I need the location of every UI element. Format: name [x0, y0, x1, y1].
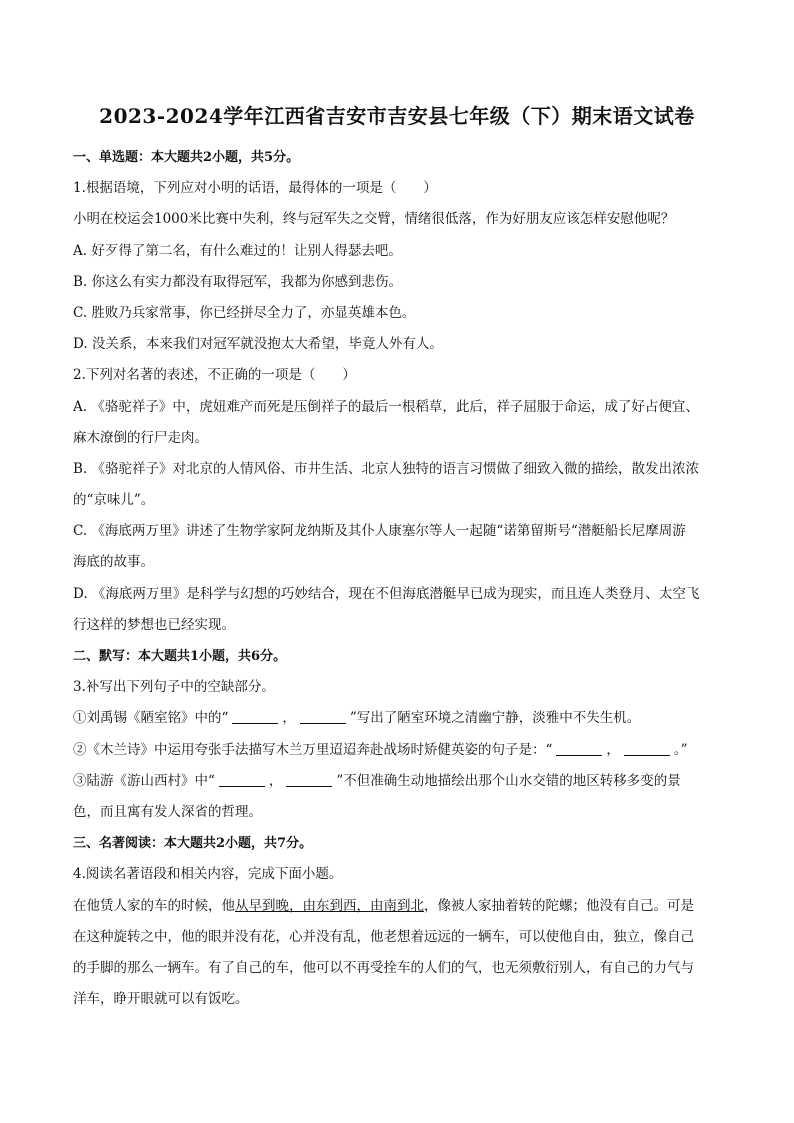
passage-line-4: 洋车，睁开眼就可以有饭吃。: [73, 991, 249, 1008]
q3-item-1-separator: ，: [282, 710, 296, 727]
answer-blank[interactable]: [300, 709, 346, 724]
q1-option-d: D. 没关系，本来我们对冠军就没抱太大希望，毕竟人外有人。: [73, 336, 443, 353]
passage-text: 在他赁人家的车的时候，他: [73, 897, 235, 914]
q3-item-3-separator: ，: [268, 772, 283, 789]
q3-item-1-prefix: ①刘禹锡《陋室铭》中的“: [73, 710, 229, 727]
q2-option-c-line1: C. 《海底两万里》讲述了生物学家阿龙纳斯及其仆人康塞尔等人一起随“诺第留斯号“潜艇船长尼摩周游: [73, 523, 686, 540]
q3-item-3: [73, 766, 733, 797]
q1-context: 小明在校运会1000米比赛中失利，终与冠军失之交臂，情绪很低落，作为好朋友应该怎样安慰他呢？: [73, 211, 675, 228]
q3-item-3-continued: 色，而且寓有发人深省的哲理。: [73, 803, 262, 820]
q3-item-2-prefix: ②《木兰诗》中运用夸张手法描写木兰万里迢迢奔赴战场时矫健英姿的句子是：“: [73, 741, 553, 758]
q3-item-2-suffix: 。”: [673, 741, 688, 758]
section-heading-2: 二、默写：本大题共1小题，共6分。: [73, 649, 287, 664]
q2-stem: 2.下列对名著的表述，不正确的一项是（ ）: [73, 367, 356, 384]
passage-line-2: 在这种旋转之中，他的眼并没有花，心并没有乱，他老想着远远的一辆车，可以使他自由，独立，像自己: [73, 928, 694, 945]
q2-option-d-line1: D. 《海底两万里》是科学与幻想的巧妙结合，现在不但海底潜艇早已成为现实，而且连人类登月、太空飞: [73, 585, 700, 602]
q1-option-a: A. 好歹得了第二名，有什么难过的！让别人得瑟去吧。: [73, 242, 402, 259]
q3-item-1-suffix: ”写出了陋室环境之清幽宁静，淡雅中不失生机。: [349, 710, 641, 727]
q3-item-3-prefix: ③陆游《游山西村》中“: [73, 772, 215, 789]
q3-item-2: [73, 735, 733, 766]
q2-option-a-line1: A. 《骆驼祥子》中，虎妞难产而死是压倒祥子的最后一根稻草，此后，祥子屈服于命运，成了好占便宜、: [73, 398, 699, 415]
answer-blank[interactable]: [556, 741, 602, 756]
section-heading-3: 三、名著阅读：本大题共2小题，共7分。: [73, 836, 313, 852]
q1-option-b: B. 你这么有实力都没有取得冠军，我都为你感到悲伤。: [73, 273, 403, 290]
q2-option-c-line2: 海底的故事。: [73, 554, 154, 571]
q2-option-b-line2: 的“京味儿”。: [73, 492, 155, 509]
section-heading-1: 一、单选题：本大题共2小题，共5分。: [73, 150, 300, 165]
page-title: 2023-2024学年江西省吉安市吉安县七年级（下）期末语文试卷: [99, 104, 695, 128]
answer-blank[interactable]: [624, 741, 670, 756]
answer-blank[interactable]: [286, 772, 332, 787]
passage-line-3: 的手脚的那么一辆车。有了自己的车，他可以不再受拴车的人们的气，也无须敷衍别人，有自己的力气与: [73, 959, 694, 976]
q3-item-1: [73, 703, 733, 734]
q3-item-2-separator: ，: [606, 741, 620, 758]
underlined-phrase: 从早到晚，由东到西，由南到北: [235, 897, 424, 914]
q3-stem: 3.补写出下列句子中的空缺部分。: [73, 679, 275, 696]
answer-blank[interactable]: [232, 709, 278, 724]
answer-blank[interactable]: [219, 772, 265, 787]
q2-option-d-line2: 行这样的梦想也已经实现。: [73, 616, 235, 633]
q1-option-c: C. 胜败乃兵家常事，你已经拼尽全力了，亦显英雄本色。: [73, 304, 416, 321]
q1-stem: 1.根据语境，下列应对小明的话语，最得体的一项是（ ）: [73, 180, 437, 197]
q2-option-a-line2: 麻木潦倒的行尸走肉。: [73, 429, 208, 446]
passage-text: ，像被人家抽着转的陀螺；他没有自己。可是: [424, 897, 694, 914]
q4-stem: 4.阅读名著语段和相关内容，完成下面小题。: [73, 866, 343, 883]
q2-option-b-line1: B. 《骆驼祥子》对北京的人情风俗、市井生活、北京人独特的语言习惯做了细致入微的描绘，散发出浓浓: [73, 460, 700, 477]
exam-content: [73, 142, 733, 1015]
passage-line-1: [73, 891, 733, 922]
q3-item-3-suffix: ”不但准确生动地描绘出那个山水交错的地区转移多变的景: [336, 772, 681, 789]
